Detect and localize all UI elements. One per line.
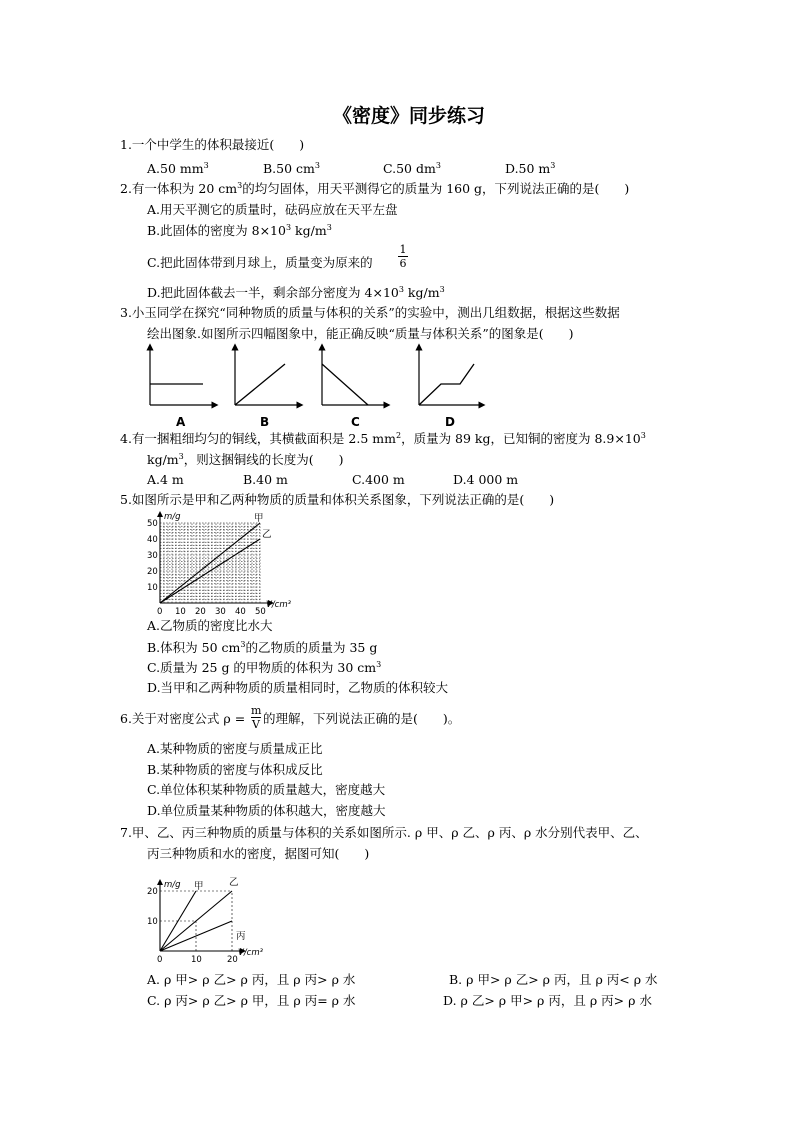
q1-stem: 1.一个中学生的体积最接近( ) [120, 137, 305, 152]
q6-option-d: D.单位质量某种物质的体积越大，密度越大 [147, 803, 386, 818]
series-label: 甲 [194, 881, 204, 892]
q4-stem-line1: 4.有一捆粗细均匀的铜线，其横截面积是 2.5 $mm^2$，质量为 89 kg，已知铜的密度为 $8.9\times 10^3$ [120, 431, 646, 446]
q3-stem-line2: 绘出图象.如图所示四幅图象中，能正确反映“质量与体积关系”的图象是( ) [147, 326, 574, 341]
x-tick-label: 30 [215, 607, 226, 617]
y-tick-label: 40 [147, 535, 158, 545]
x-tick-label: 20 [195, 607, 206, 617]
q1-option-c: C.50 $dm^3$ [383, 161, 441, 176]
q3-graph-options [140, 342, 480, 432]
q5-chart [140, 508, 300, 618]
q5-option-a: A.乙物质的密度比水大 [147, 618, 273, 633]
q3-graph-c [322, 347, 387, 405]
q7-option-d: D. ρ 乙> ρ 甲> ρ 丙，且 ρ 丙> ρ 水 [443, 993, 652, 1008]
q4-option-a: A.4 m [147, 472, 184, 487]
q3-graph-a [150, 347, 215, 405]
y-axis-label: m/g [164, 512, 181, 522]
series-label: 丙 [236, 931, 246, 942]
q7-stem-line2: 丙三种物质和水的密度，据图可知( ) [147, 846, 370, 861]
q7-option-a: A. ρ 甲> ρ 乙> ρ 丙，且 ρ 丙> ρ 水 [147, 972, 356, 987]
q2-option-d: D.把此固体截去一半，剩余部分密度为 $4\times 10^3$ $kg/m^3$ [147, 285, 445, 300]
x-tick-label: 0 [157, 607, 163, 617]
x-tick-label: 10 [175, 607, 186, 617]
series-label: 乙 [262, 529, 272, 540]
x-axis-label: V/cm³ [266, 600, 292, 610]
q2-fraction: 1 6 [399, 243, 407, 270]
q2-option-b: B.此固体的密度为 $8\times 10^3$ $kg/m^3$ [147, 223, 332, 238]
y-tick-label: 10 [147, 583, 158, 593]
series-label: 甲 [254, 513, 264, 524]
y-axis-arrow [157, 879, 163, 885]
q3-stem-line1: 3.小玉同学在探究“同种物质的质量与体积的关系”的实验中，测出几组数据，根据这些数据 [120, 305, 620, 320]
q6-option-b: B.某种物质的密度与体积成反比 [147, 762, 323, 777]
x-tick-label: 40 [235, 607, 246, 617]
q4-option-b: B.40 m [243, 472, 288, 487]
y-tick-label: 30 [147, 551, 158, 561]
series-label: 乙 [229, 877, 239, 888]
y-tick-label: 20 [147, 887, 158, 897]
q7-option-b: B. ρ 甲> ρ 乙> ρ 丙，且 ρ 丙< ρ 水 [449, 972, 658, 987]
q5-option-b: B.体积为 50 $cm^3$的乙物质的质量为 35 g [147, 640, 378, 655]
q5-option-d: D.当甲和乙两种物质的质量相同时，乙物质的体积较大 [147, 680, 449, 695]
y-tick-label: 50 [147, 519, 158, 529]
q4-option-d: D.4 000 m [453, 472, 519, 487]
q5-option-c: C.质量为 25 g 的甲物质的体积为 30 $cm^3$ [147, 660, 382, 675]
q5-stem: 5.如图所示是甲和乙两种物质的质量和体积关系图象，下列说法正确的是( ) [120, 492, 555, 507]
q7-option-c: C. ρ 丙> ρ 乙> ρ 甲，且 ρ 丙= ρ 水 [147, 993, 356, 1008]
q7-stem-line1: 7.甲、乙、丙三种物质的质量与体积的关系如图所示. ρ 甲、ρ 乙、ρ 丙、ρ 水分别代表甲、乙、 [120, 825, 648, 840]
y-tick-label: 20 [147, 567, 158, 577]
y-tick-label: 10 [147, 917, 158, 927]
q2-stem: 2.有一体积为 20 $cm^3$的均匀固体，用天平测得它的质量为 160 g，下列说法正确的是( ) [120, 181, 630, 196]
x-axis-label: V/cm³ [238, 948, 264, 958]
q6-option-a: A.某种物质的密度与质量成正比 [147, 741, 323, 756]
q3-label-a: A [176, 415, 186, 429]
x-tick-label: 10 [191, 955, 202, 965]
q6-stem-b: 的理解，下列说法正确的是( )。 [263, 711, 461, 726]
x-tick-label: 0 [157, 955, 163, 965]
q1-option-d: D.50 $m^3$ [505, 161, 556, 176]
q3-label-d: D [445, 415, 455, 429]
page-title: 《密度》同步练习 [333, 105, 486, 127]
series-line-1 [160, 523, 260, 603]
q4-option-c: C.400 m [352, 472, 405, 487]
q3-label-b: B [260, 415, 270, 429]
x-tick-label: 20 [227, 955, 238, 965]
q1-option-a: A.50 $mm^3$ [147, 161, 209, 176]
q1-option-b: B.50 $cm^3$ [263, 161, 320, 176]
q7-chart [140, 864, 300, 964]
q3-label-c: C [351, 415, 360, 429]
q2-option-a: A.用天平测它的质量时，砝码应放在天平左盘 [147, 202, 398, 217]
q2-option-c: C.把此固体带到月球上，质量变为原来的 [147, 255, 373, 270]
q3-graph-b [235, 347, 300, 405]
y-axis-label: m/g [164, 880, 181, 890]
y-axis-arrow [157, 511, 163, 517]
q4-stem-line2: $kg/m^3$，则这捆铜线的长度为( ) [147, 452, 344, 467]
q6-fraction: m V [251, 704, 262, 731]
x-tick-label: 50 [255, 607, 266, 617]
q6-stem-a: 6.关于对密度公式 ρ = [120, 711, 246, 726]
q6-option-c: C.单位体积某种物质的质量越大，密度越大 [147, 782, 386, 797]
q3-graph-d [419, 347, 482, 405]
